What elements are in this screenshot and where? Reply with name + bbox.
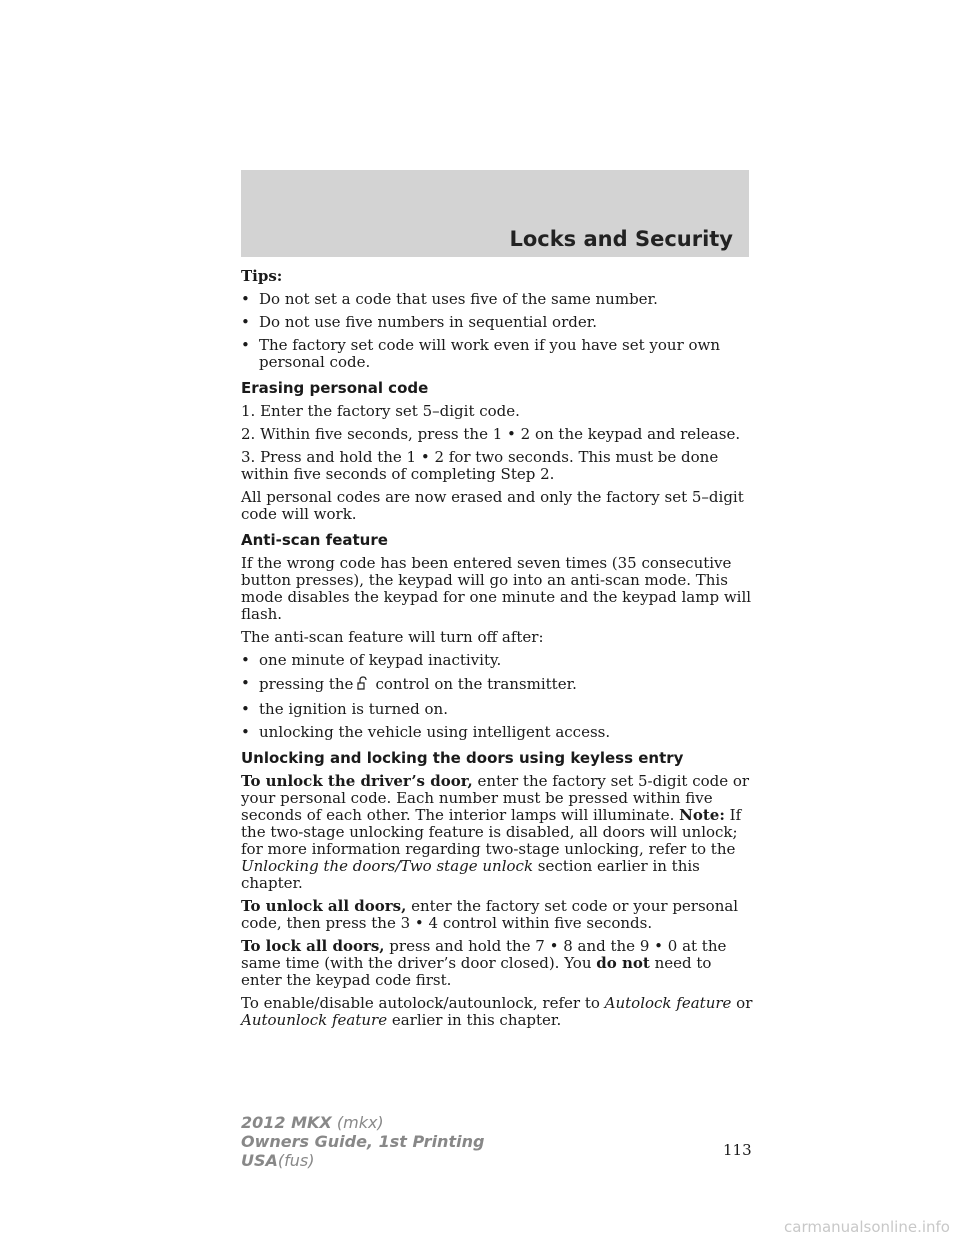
bullet-icon: • (241, 674, 250, 692)
section-header-band (241, 170, 749, 257)
lock-all-paragraph: To lock all doors, press and hold the 7 • 8 and the 9 • 0 at the same time (with the driver’s door closed). You do not need to enter the keypad code first. (241, 937, 727, 989)
antiscan-item: • unlocking the vehicle using intelligent access. (241, 723, 611, 741)
transmitter-unlock-icon (355, 675, 371, 695)
erasing-heading: Erasing personal code (241, 379, 429, 397)
tips-heading: Tips: (241, 267, 283, 285)
bullet-icon: • (241, 313, 250, 331)
footer-line-market: USA(fus) (241, 1151, 315, 1170)
antiscan-heading: Anti-scan feature (241, 531, 388, 549)
antiscan-item: • pressing the control on the transmitter. (241, 674, 577, 693)
footer-line-model: 2012 MKX (mkx) (241, 1113, 384, 1132)
bullet-icon: • (241, 723, 250, 741)
tip-item: • The factory set code will work even if you have set your own personal code. (241, 336, 721, 371)
erasing-note: All personal codes are now erased and only the factory set 5–digit code will work. (241, 488, 744, 523)
print-footer (241, 1113, 484, 1170)
erasing-step: 1. Enter the factory set 5–digit code. (241, 402, 520, 420)
section-title: Locks and Security (509, 227, 733, 251)
erasing-step: 3. Press and hold the 1 • 2 for two seconds. This must be done within five seconds of completing Step 2. (241, 448, 719, 483)
page-content (241, 268, 753, 1035)
bullet-icon: • (241, 336, 250, 354)
watermark-link[interactable]: carmanualsonline.info (784, 1218, 950, 1236)
bullet-icon: • (241, 290, 250, 308)
antiscan-item: • the ignition is turned on. (241, 700, 448, 718)
tip-item: • Do not use five numbers in sequential order. (241, 313, 598, 331)
bullet-icon: • (241, 700, 250, 718)
antiscan-item: • one minute of keypad inactivity. (241, 651, 502, 669)
unlock-driver-paragraph: To unlock the driver’s door, enter the factory set 5-digit code or your personal code. Each number must be pressed within five seconds of each other. The interior lamps will illuminate. Note: If the two-stage unlocking feature is disabled, all doors will unlock; for more information regarding two-stage unlocking, refer to the Unlocking the doors/Two stage unlock section earlier in this chapter. (241, 772, 750, 892)
keyless-heading: Unlocking and locking the doors using keyless entry (241, 749, 684, 767)
antiscan-paragraph: If the wrong code has been entered seven times (35 consecutive button presses), the keypad will go into an anti-scan mode. This mode disables the keypad for one minute and the keypad lamp will flash. (241, 554, 752, 623)
unlock-all-paragraph: To unlock all doors, enter the factory set code or your personal code, then press the 3 • 4 control within five seconds. (241, 897, 739, 932)
erasing-step: 2. Within five seconds, press the 1 • 2 on the keypad and release. (241, 425, 741, 443)
tip-item: • Do not set a code that uses five of the same number. (241, 290, 658, 308)
antiscan-intro: The anti-scan feature will turn off after: (241, 628, 544, 646)
footer-line-guide: Owners Guide, 1st Printing (241, 1132, 485, 1151)
page-number: 113 (723, 1141, 752, 1159)
bullet-icon: • (241, 651, 250, 669)
autolock-paragraph: To enable/disable autolock/autounlock, refer to Autolock feature or Autounlock feature earlier in this chapter. (241, 994, 753, 1029)
